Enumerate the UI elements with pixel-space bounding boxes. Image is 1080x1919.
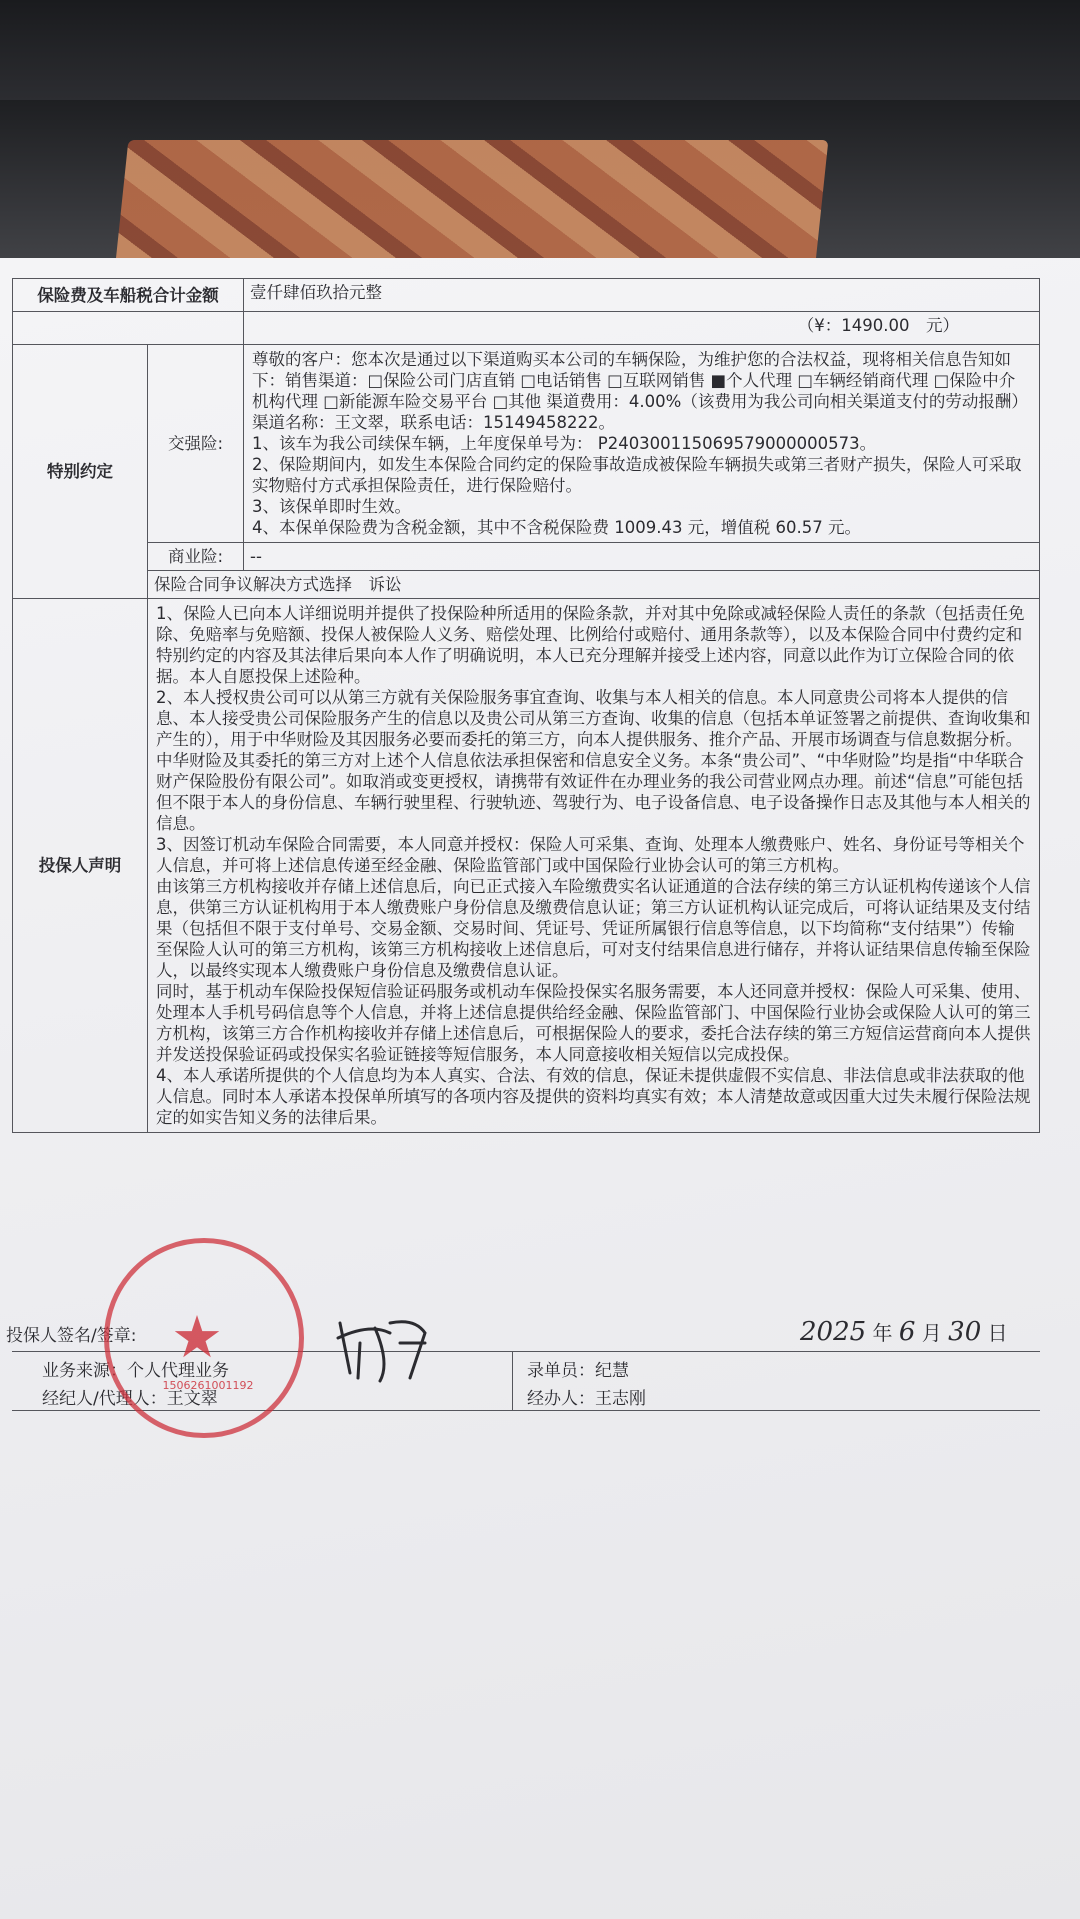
year-unit: 年 bbox=[872, 1321, 893, 1345]
declaration-p5: 同时，基于机动车保险投保短信验证码服务或机动车保险投保实名服务需要，本人还同意并授权：保险人可采集、使用、处理本人手机号码信息等个人信息，并将上述信息提供给经金融、保险监管部门、中国保险行业协会或保险人认可的第三方机构，该第三方合作机构接收并存储上述信息后，可根据保险人的要求，委托合法存续的第三方短信运营商向本人提供并发送投保验证码或投保实名验证链接等短信服务，本人同意接收相关短信以完成投保。 bbox=[156, 982, 1031, 1064]
declaration-p4: 由该第三方机构接收并存储上述信息后，向已正式接入车险缴费实名认证通道的合法存续的第三方认证机构传递该个人信息，供第三方认证机构用于本人缴费账户身份信息及缴费信息认证；第三方认证机构认证完成后，可将认证结果及支付结果（包括但不限于支付单号、交易金额、交易时间、凭证号、凭证所属银行信息等信息，以下均简称“支付结果”）传输至保险人认可的第三方机构，该第三方机构接收上述信息后，可对支付结果信息进行储存，并将认证结果信息传输至保险人，以最终实现本人缴费账户身份信息及缴费信息认证。 bbox=[156, 877, 1031, 980]
special-jq-row bbox=[13, 345, 1040, 543]
jq-item-3: 3、该保单即时生效。 bbox=[252, 497, 411, 516]
amount-label: 保险费及车船税合计金额 bbox=[13, 279, 244, 312]
insurance-form-paper bbox=[0, 258, 1080, 1919]
handler-name: 经办人：王志刚 bbox=[527, 1389, 646, 1409]
agent-name: 经纪人/代理人：王文翠 bbox=[42, 1389, 218, 1409]
jq-item-1: 1、该车为我公司续保车辆，上年度保单号为： P240300115069579000000573。 bbox=[252, 434, 877, 453]
declaration-p3: 3、因签订机动车保险合同需要，本人同意并授权：保险人可采集、查询、处理本人缴费账户、姓名、身份证号等相关个人信息，并可将上述信息传递至经金融、保险监管部门或中国保险行业协会认可的第三方机构。 bbox=[156, 835, 1025, 875]
signature-label: 投保人签名/签章: bbox=[6, 1326, 137, 1346]
sign-date bbox=[800, 1317, 1008, 1347]
amount-row bbox=[13, 279, 1040, 312]
dispute-text: 保险合同争议解决方式选择 诉讼 bbox=[148, 571, 1040, 599]
seal-code: 1506261001192 bbox=[162, 1379, 254, 1392]
sy-value: -- bbox=[244, 543, 1040, 571]
footer-divider bbox=[512, 1352, 513, 1410]
declaration-p1: 1、保险人已向本人详细说明并提供了投保险种所适用的保险条款，并对其中免除或减轻保险人责任的条款（包括责任免除、免赔率与免赔额、投保人被保险人义务、赔偿处理、比例给付或赔付、通用条款等），以及本保险合同中付费约定和特别约定的内容及其法律后果向本人作了明确说明，本人已充分理解并接受上述内容，同意以此作为订立保险合同的依据。本人自愿投保上述险种。 bbox=[156, 604, 1025, 686]
declaration-p6: 4、本人承诺所提供的个人信息均为本人真实、合法、有效的信息，保证未提供虚假不实信息、非法信息或非法获取的他人信息。同时本人承诺本投保单所填写的各项内容及提供的资料均真实有效；本人清楚故意或因重大过失未履行保险法规定的如实告知义务的法律后果。 bbox=[156, 1066, 1031, 1127]
business-source: 业务来源：个人代理业务 bbox=[42, 1361, 229, 1381]
jq-content bbox=[244, 345, 1040, 543]
day-unit: 日 bbox=[987, 1321, 1008, 1345]
sy-label: 商业险: bbox=[148, 543, 244, 571]
handwritten-signature bbox=[330, 1303, 440, 1383]
jq-item-4: 4、本保单保险费为含税金额，其中不含税保险费 1009.43 元，增值税 60.57 元。 bbox=[252, 518, 861, 537]
sign-month: 6 bbox=[898, 1317, 916, 1347]
amount-number: （¥：1490.00 元） bbox=[244, 312, 1040, 345]
keyboard-background bbox=[0, 0, 1080, 100]
month-unit: 月 bbox=[921, 1321, 942, 1345]
jq-intro: 尊敬的客户：您本次是通过以下渠道购买本公司的车辆保险，为维护您的合法权益，现将相关信息告知如下：销售渠道：□保险公司门店直销 □电话销售 □互联网销售 ■个人代理 □车辆经销商代理 □保险中介机构代理 □新能源车险交易平台 □其他 渠道费用：4.00%（该费用为我公司向相关渠道支付的劳动报酬）渠道名称：王文翠，联系电话：15149458222。 bbox=[252, 350, 1028, 432]
sign-year: 2025 bbox=[800, 1317, 867, 1347]
declaration-content bbox=[148, 599, 1040, 1133]
jq-item-2: 2、保险期间内，如发生本保险合同约定的保险事故造成被保险车辆损失或第三者财产损失，保险人可采取实物赔付方式承担保险责任，进行保险赔付。 bbox=[252, 455, 1022, 495]
declaration-label: 投保人声明 bbox=[13, 599, 148, 1133]
dispute-row bbox=[13, 571, 1040, 599]
form-table bbox=[12, 278, 1040, 1133]
sign-day: 30 bbox=[948, 1317, 982, 1347]
declaration-p2: 2、本人授权贵公司可以从第三方就有关保险服务事宜查询、收集与本人相关的信息。本人同意贵公司将本人提供的信息、本人接受贵公司保险服务产生的信息以及贵公司从第三方查询、收集的信息（包括本单证签署之前提供、查询收集和产生的），用于中华财险及其因服务必要而委托的第三方，向本人提供服务、推介产品、开展市场调查与信息数据分析。中华财险及其委托的第三方对上述个人信息依法承担保密和信息安全义务。本条“贵公司”、“中华财险”均是指“中华联合财产保险股份有限公司”。如取消或变更授权，请携带有效证件在办理业务的我公司营业网点办理。前述“信息”可能包括但不限于本人的身份信息、车辆行驶里程、行驶轨迹、驾驶行为、电子设备信息、电子设备操作日志及其他与本人相关的信息。 bbox=[156, 688, 1031, 833]
jq-label: 交强险: bbox=[148, 345, 244, 543]
seal-star-icon: ★ bbox=[171, 1303, 223, 1371]
declaration-row bbox=[13, 599, 1040, 1133]
amount-words: 壹仟肆佰玖拾元整 bbox=[244, 279, 1040, 312]
special-label: 特别约定 bbox=[13, 345, 148, 599]
amount-number-row bbox=[13, 312, 1040, 345]
company-seal bbox=[104, 1238, 304, 1438]
recorder-name: 录单员：纪慧 bbox=[527, 1361, 629, 1381]
special-sy-row bbox=[13, 543, 1040, 571]
